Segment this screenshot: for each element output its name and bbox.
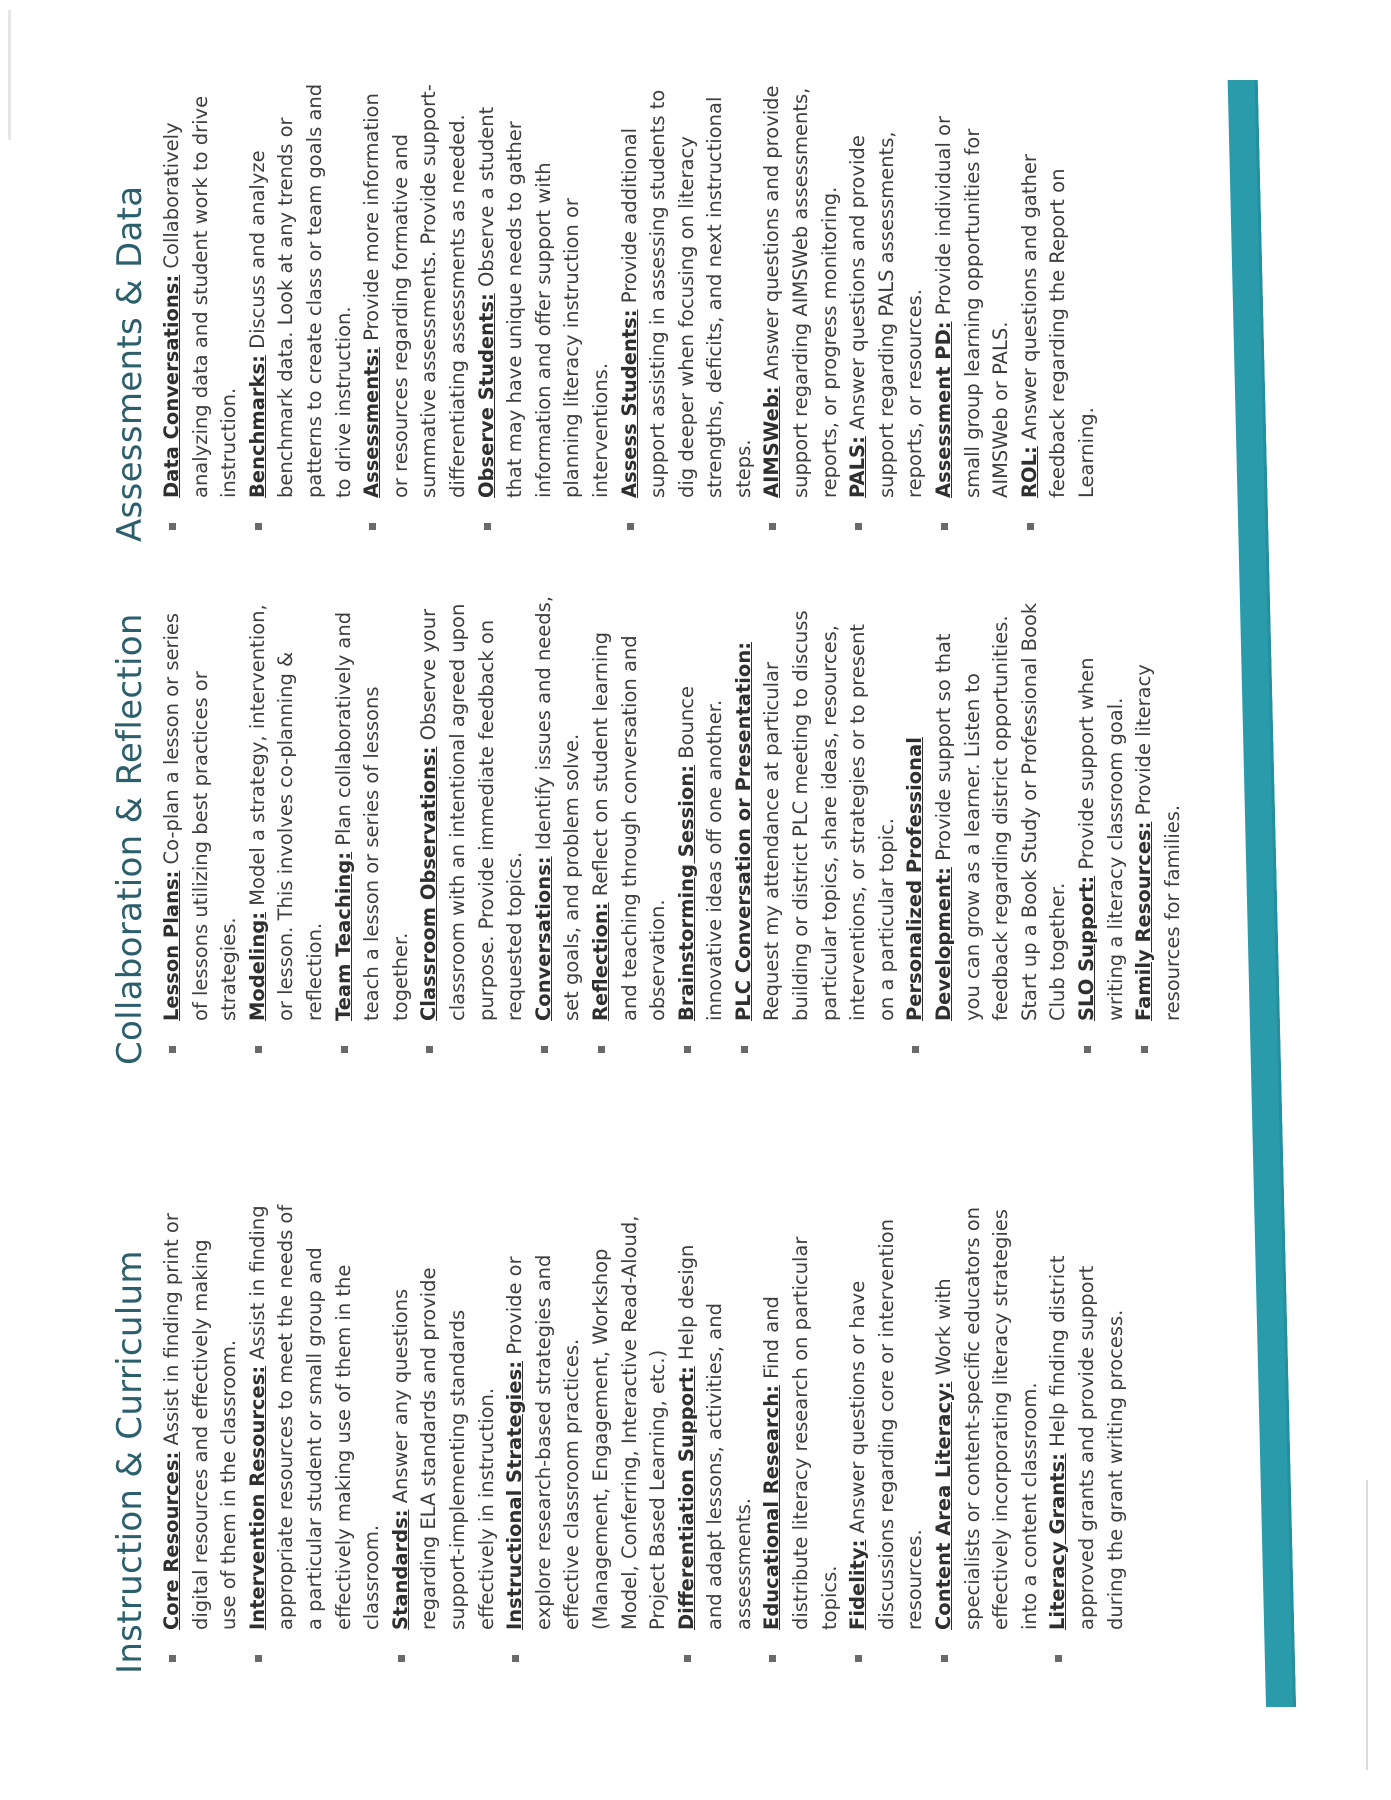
list-item <box>415 595 529 1065</box>
item-label: Classroom Observations: <box>417 746 441 1021</box>
item-label: Benchmarks: <box>245 355 269 498</box>
square-bullet-icon <box>941 523 948 530</box>
item-list <box>158 1204 1130 1674</box>
list-item <box>930 1204 1044 1674</box>
item-text: Provide support when writing a literacy classroom goal. <box>1075 657 1127 1021</box>
list-item <box>244 72 358 542</box>
item-label: Fidelity: <box>846 1539 870 1630</box>
item-text: Request my attendance at particular building or district PLC meeting to discuss particular topics, share ideas, resources, interventions, or strategies or to present on a particular topic. <box>760 610 898 1021</box>
square-bullet-icon <box>398 1655 405 1662</box>
item-text: Observe your classroom with an intentional agreed upon purpose. Provide immediate feedback on requested topics. <box>417 603 527 1021</box>
item-text: Model a strategy, intervention, or lesson. This involves co-planning & reflection. <box>245 604 326 1021</box>
item-label: SLO Support: <box>1075 875 1098 1021</box>
item-label: Content Area Literacy: <box>932 1381 956 1630</box>
item-text: Discuss and analyze benchmark data. Look at any trends or patterns to create class or team goals and to drive instruction. <box>245 83 355 498</box>
square-bullet-icon <box>255 1046 262 1053</box>
item-label: Family Resources: <box>1132 821 1156 1021</box>
accent-bar <box>1228 80 1296 1707</box>
square-bullet-icon <box>512 1655 519 1662</box>
square-bullet-icon <box>1141 1046 1148 1053</box>
list-item <box>158 1204 244 1674</box>
square-bullet-icon <box>769 523 776 530</box>
item-label: Team Teaching: <box>331 851 355 1021</box>
item-label: Instructional Strategies: <box>503 1360 527 1630</box>
item-label: Brainstorming Session: <box>674 764 698 1021</box>
item-label: Educational Research: <box>760 1385 784 1630</box>
item-text: Assist in finding print or digital resources and effectively making use of them in the classroom. <box>160 1213 241 1630</box>
item-list <box>158 595 1187 1065</box>
square-bullet-icon <box>855 523 862 530</box>
list-item <box>1130 595 1187 1065</box>
list-item <box>844 72 930 542</box>
column-title: Instruction & Curriculum <box>110 1250 150 1674</box>
list-item <box>930 72 1016 542</box>
item-text: Collaboratively analyzing data and student work to drive instruction. <box>160 95 241 498</box>
item-text: Plan collaboratively and teach a lesson or series of lessons together. <box>331 611 412 1021</box>
item-label: Lesson Plans: <box>160 870 183 1021</box>
item-list <box>158 72 1102 542</box>
list-item <box>330 595 416 1065</box>
list-item <box>758 72 844 542</box>
list-item <box>501 1204 673 1674</box>
list-item <box>1044 1204 1130 1674</box>
list-item <box>673 595 730 1065</box>
item-text: Provide literacy resources for families. <box>1132 664 1184 1021</box>
square-bullet-icon <box>912 1046 919 1053</box>
item-text: Bounce innovative ideas off one another. <box>674 686 727 1021</box>
square-bullet-icon <box>684 1655 691 1662</box>
list-item <box>1073 595 1130 1065</box>
item-label: Reflection: <box>588 902 612 1021</box>
list-item <box>473 72 616 542</box>
item-text: Answer questions and provide support regarding AIMSWeb assessments, reports, or progress monitoring. <box>760 85 841 498</box>
item-label: ROL: <box>1017 446 1041 498</box>
square-bullet-icon <box>169 1655 176 1662</box>
item-label: Intervention Resources: <box>245 1365 269 1630</box>
item-label: Literacy Grants: <box>1046 1453 1070 1630</box>
item-text: Assist in finding appropriate resources to meet the needs of a particular student or small group and effectively making use of them in the classroom. <box>245 1204 384 1630</box>
square-bullet-icon <box>1055 1655 1062 1662</box>
list-item <box>1016 72 1102 542</box>
item-label: Conversations: <box>531 856 555 1021</box>
square-bullet-icon <box>741 1046 748 1053</box>
square-bullet-icon <box>369 523 376 530</box>
item-text: Answer questions and provide support regarding PALS assessments, reports, or resources. <box>846 131 927 498</box>
item-label: Personalized Professional Development: <box>903 737 956 1021</box>
list-item <box>758 1204 844 1674</box>
item-text: Find and distribute literacy research on particular topics. <box>760 1236 841 1630</box>
item-text: Reflect on student learning and teaching through conversation and observation. <box>588 631 670 1021</box>
square-bullet-icon <box>598 1046 605 1053</box>
item-text: Co-plan a lesson or series of lessons utilizing best practices or strategies. <box>160 612 241 1021</box>
item-text: Provide individual or small group learning opportunities for AIMSWeb or PALS. <box>932 115 1013 498</box>
item-label: Modeling: <box>245 912 269 1021</box>
square-bullet-icon <box>255 1655 262 1662</box>
item-label: Data Conversations: <box>160 274 183 498</box>
list-item <box>244 595 330 1065</box>
item-label: Core Resources: <box>160 1451 183 1630</box>
square-bullet-icon <box>255 523 262 530</box>
list-item <box>730 595 902 1065</box>
list-item <box>244 1204 387 1674</box>
column-collaboration-reflection <box>108 595 1187 1065</box>
item-text: Answer any questions regarding ELA standards and provide support-implementing standards effectively in instruction. <box>388 1267 498 1630</box>
list-item <box>387 1204 501 1674</box>
list-item <box>530 595 587 1065</box>
square-bullet-icon <box>1027 523 1034 530</box>
square-bullet-icon <box>541 1046 548 1053</box>
item-label: Differentiation Support: <box>674 1366 698 1630</box>
square-bullet-icon <box>941 1655 948 1662</box>
square-bullet-icon <box>855 1655 862 1662</box>
item-text: Help finding district approved grants and provide support during the grant writing process. <box>1046 1255 1127 1630</box>
square-bullet-icon <box>1084 1046 1091 1053</box>
item-label: PLC Conversation or Presentation: <box>731 641 755 1021</box>
list-item <box>673 1204 759 1674</box>
item-text: Provide additional support assisting in assessing students to dig deeper when focusing on literacy strengths, deficits, and next instructional steps. <box>617 89 755 498</box>
square-bullet-icon <box>627 523 634 530</box>
square-bullet-icon <box>169 523 176 530</box>
item-label: Assess Students: <box>617 309 641 498</box>
item-label: Standards: <box>388 1509 412 1630</box>
square-bullet-icon <box>769 1655 776 1662</box>
item-text: Provide or explore research-based strategies and effective classroom practices. (Management, Engagement, Workshop Model, Conferring, Interactive Read-Aloud, Project Based Learning, etc.) <box>503 1215 670 1630</box>
list-item <box>901 595 1073 1065</box>
list-item <box>616 72 759 542</box>
column-instruction-curriculum <box>108 1204 1130 1674</box>
item-text: Provide more information or resources regarding formative and summative assessments. Provide support-differentiating assessments as needed. <box>360 84 469 498</box>
list-item <box>158 595 244 1065</box>
list-item <box>587 595 673 1065</box>
item-label: PALS: <box>846 436 870 498</box>
column-title: Collaboration & Reflection <box>110 613 150 1065</box>
item-text: Answer questions and gather feedback regarding the Report on Learning. <box>1017 154 1098 498</box>
square-bullet-icon <box>341 1046 348 1053</box>
square-bullet-icon <box>426 1046 433 1053</box>
item-label: Assessments: <box>360 347 384 498</box>
item-text: Observe a student that may have unique needs to gather information and offer support with planning literacy instruction or interventions. <box>474 106 612 498</box>
item-text: Answer questions or have discussions regarding core or intervention resources. <box>846 1218 927 1630</box>
item-text: Identify issues and needs, set goals, and problem solve. <box>531 595 584 1021</box>
column-assessments-data <box>108 72 1102 542</box>
item-label: Assessment PD: <box>932 321 956 498</box>
item-text: Help design and adapt lessons, activities, and assessments. <box>674 1244 755 1630</box>
square-bullet-icon <box>169 1046 176 1053</box>
column-title: Assessments & Data <box>110 185 150 542</box>
item-label: AIMSWeb: <box>760 386 784 498</box>
item-text: Provide support so that you can grow as a learner. Listen to feedback regarding district opportunities. Start up a Book Study or Professional Book Club together. <box>932 602 1070 1021</box>
item-label: Observe Students: <box>474 293 498 498</box>
item-text: Work with specialists or content-specific educators on effectively incorporating literacy strategies into a content classroom. <box>932 1207 1041 1630</box>
list-item <box>358 72 472 542</box>
list-item <box>844 1204 930 1674</box>
square-bullet-icon <box>484 523 491 530</box>
list-item <box>158 72 244 542</box>
square-bullet-icon <box>684 1046 691 1053</box>
